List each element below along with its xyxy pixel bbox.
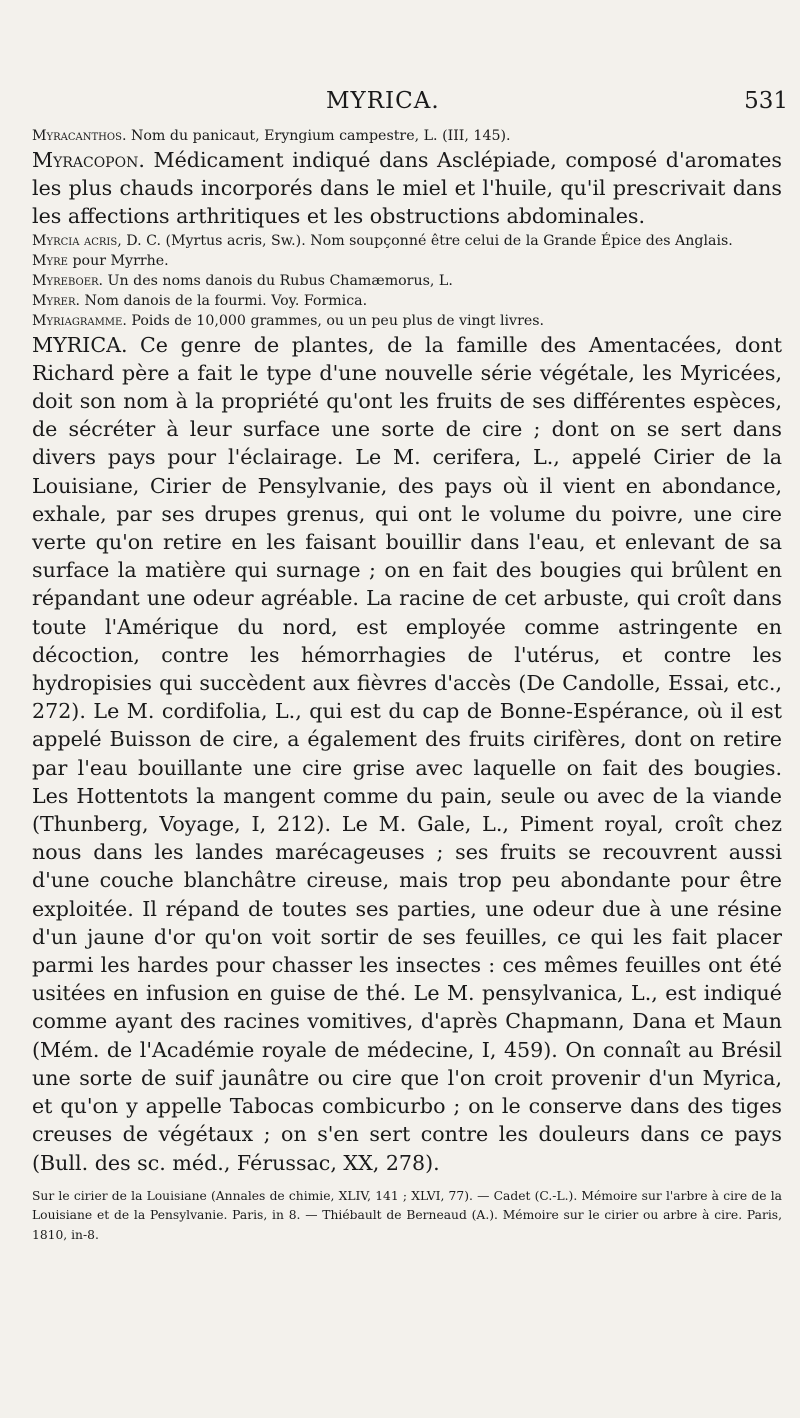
entry-myracanthos (32, 126, 782, 146)
entry-myre (32, 251, 782, 271)
entry-myreboer (32, 271, 782, 291)
entry-term: Myracanthos (32, 128, 122, 144)
page-number: 531 (744, 88, 788, 114)
entry-myrer (32, 291, 782, 311)
entry-myriagramme (32, 311, 782, 331)
entry-text: . Poids de 10,000 grammes, ou un peu plus de vingt livres. (122, 312, 545, 329)
entry-text: . Nom danois de la fourmi. Voy. Formica. (75, 292, 368, 309)
entry-term: Myrer (32, 292, 76, 309)
entry-text: pour Myrrhe. (67, 252, 169, 269)
entry-term: Myrcia acris (32, 232, 118, 249)
entry-myracopon (32, 146, 782, 231)
entry-term: Myre (32, 252, 68, 269)
entry-text: . Un des noms danois du Rubus Chamæmorus, L. (98, 272, 453, 289)
entry-text: . Ce genre de plantes, de la famille des Amentacées, dont Richard père a fait le type d'une nouvelle série végétale, les Myricées, doit son nom à la propriété qu'ont les fruits de ses différentes espèces, de sécréter à leur surface une sorte de cire ; dont on se sert dans divers pays pour l'éclairage. Le M. cerifera, L., appelé Cirier de la Louisiane, Cirier de Pensylvanie, des pays où il vient en abondance, exhale, par ses drupes grenus, qui ont le volume du poivre, une cire verte qu'on retire en les faisant bouillir dans l'eau, et enlevant de sa surface la matière qui surnage ; on en fait des bougies qui brûlent en répandant une odeur agréable. La racine de cet arbuste, qui croît dans toute l'Amérique du nord, est employée comme astringente en décoction, contre les hémorrhagies de l'utérus, et contre les hydropisies qui succèdent aux fièvres d'accès (De Candolle, Essai, etc., 272). Le M. cordifolia, L., qui est du cap de Bonne-Espérance, où il est appelé Buisson de cire, a également des fruits cirifères, dont on retire par l'eau bouillante une cire grise avec laquelle on fait des bougies. Les Hottentots la mangent comme du pain, seule ou avec de la viande (Thunberg, Voyage, I, 212). Le M. Gale, L., Piment royal, croît chez nous dans les landes marécageuses ; ses fruits se recouvrent aussi d'une couche blanchâtre cireuse, mais trop peu abondante pour être exploitée. Il répand de toutes ses parties, une odeur due à une résine d'un jaune d'or qu'on voit sortir de ses feuilles, ce qui les fait placer parmi les hardes pour chasser les insectes : ces mêmes feuilles ont été usitées en infusion en guise de thé. Le M. pensylvanica, L., est indiqué comme ayant des racines vomitives, d'après Chapmann, Dana et Maun (Mém. de l'Académie royale de médecine, I, 459). On connaît au Brésil une sorte de suif jaunâtre ou cire que l'on croit provenir d'un Myrica, et qu'on y appelle Tabocas combicurbo ; on le conserve dans des tiges creuses de végétaux ; on s'en sert contre les douleurs dans ce pays (Bull. des sc. méd., Férussac, XX, 278). (32, 332, 782, 1175)
entry-term: Myreboer (32, 272, 99, 289)
entry-text: . Médicament indiqué dans Asclépiade, composé d'aromates les plus chauds incorporés dans le miel et l'huile, qu'il prescrivait dans les affections arthritiques et les obstructions abdominales. (32, 148, 782, 229)
entry-text: , D. C. (Myrtus acris, Sw.). Nom soupçonné être celui de la Grande Épice des Anglais. (117, 232, 733, 249)
entry-myrcia-acris (32, 231, 782, 251)
entry-myrica (32, 331, 782, 1177)
footnote: Sur le cirier de la Louisiane (Annales de chimie, XLIV, 141 ; XLVI, 77). — Cadet (C.-L.). Mémoire sur l'arbre à cire de la Louisiane et de la Pensylvanie. Paris, in 8. — Thiébault de Berneaud (A.). Mémoire sur le cirier ou arbre à cire. Paris, 1810, in-8. (32, 1188, 782, 1242)
entry-term: Myriagramme (32, 312, 123, 329)
page-body (32, 126, 782, 1245)
page-header (0, 88, 800, 124)
entry-term: MYRICA (32, 332, 121, 357)
entry-text: . Nom du panicaut, Eryngium campestre, L. (III, 145). (121, 128, 511, 144)
entry-term: Myracopon (32, 148, 139, 172)
running-title: MYRICA. (326, 88, 440, 114)
